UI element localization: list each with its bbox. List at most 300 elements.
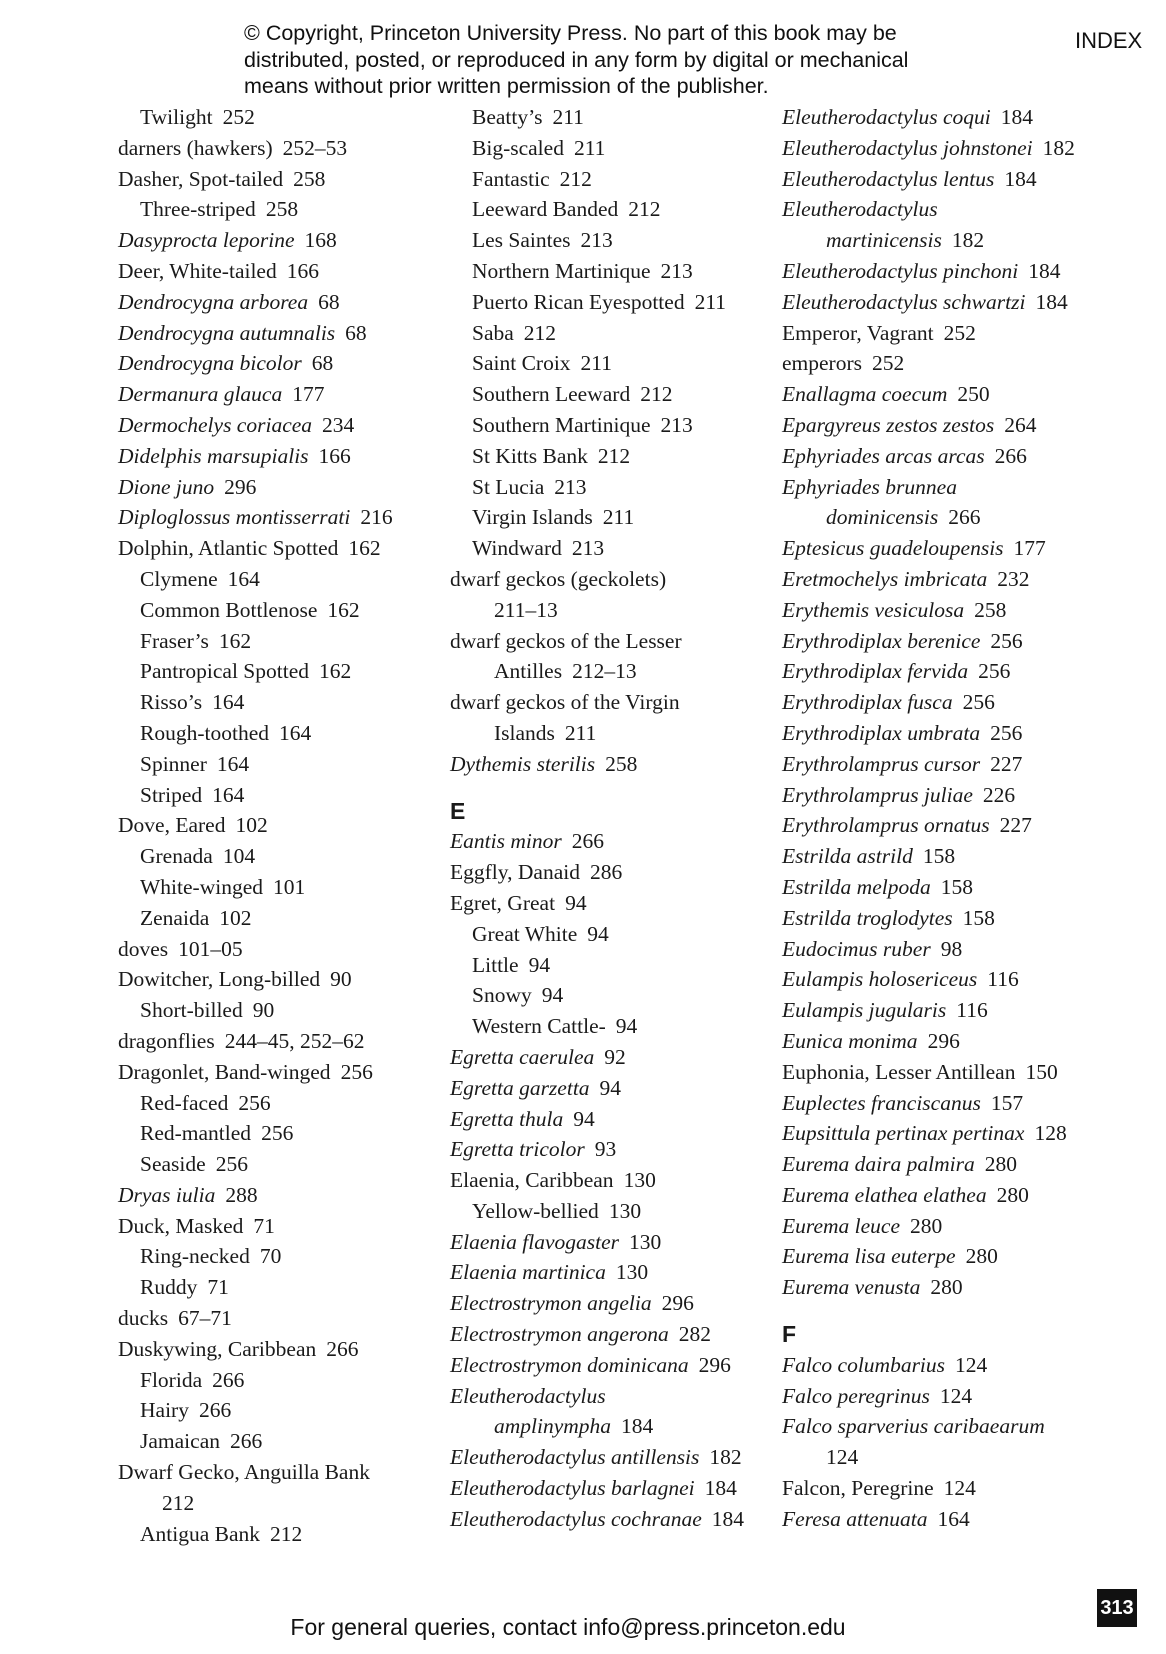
index-entry — [118, 225, 438, 256]
page-reference: 266 — [948, 505, 981, 530]
index-subentry — [118, 1395, 438, 1426]
index-entry — [450, 1134, 770, 1165]
index-term: Erythrodiplax berenice — [782, 628, 981, 653]
index-term: emperors — [782, 351, 862, 376]
index-entry — [450, 1319, 770, 1350]
index-subentry — [118, 1272, 438, 1303]
page-reference: 280 — [996, 1182, 1029, 1207]
index-entry — [782, 1026, 1142, 1057]
page-reference: 162 — [348, 536, 381, 561]
page-reference: 280 — [984, 1152, 1017, 1177]
index-term: Dowitcher, Long-billed — [118, 967, 321, 992]
index-entry — [782, 1211, 1142, 1242]
index-entry — [782, 964, 1142, 995]
index-term: Ring-necked — [140, 1244, 250, 1269]
page-reference: 266 — [230, 1429, 263, 1454]
index-term: Dythemis sterilis — [450, 751, 596, 776]
index-term: Big-scaled — [472, 135, 564, 160]
page-reference: 94 — [615, 1014, 638, 1039]
page-reference: 124 — [939, 1383, 973, 1408]
page-reference: 93 — [594, 1137, 617, 1162]
index-term: Dendrocygna bicolor — [118, 351, 302, 376]
page-reference: 212 — [640, 382, 673, 407]
index-entry — [118, 287, 438, 318]
page-reference: 184 — [1035, 289, 1068, 314]
index-entry — [450, 1350, 770, 1381]
index-entry — [450, 1073, 770, 1104]
index-entry — [450, 1257, 770, 1288]
index-term: Euphonia, Lesser Antillean — [782, 1059, 1016, 1084]
index-term: Northern Martinique — [472, 258, 651, 283]
index-entry — [450, 1288, 770, 1319]
index-entry — [782, 1088, 1142, 1119]
index-term: dwarf geckos of the Virgin — [450, 690, 680, 715]
index-term: White-winged — [140, 874, 263, 899]
index-subentry — [118, 595, 438, 626]
page-reference: 130 — [608, 1198, 642, 1223]
page-reference: 266 — [994, 443, 1027, 468]
index-subentry — [118, 841, 438, 872]
index-entry — [782, 1350, 1142, 1381]
page-reference: 158 — [922, 844, 956, 869]
index-subentry — [450, 379, 770, 410]
index-subentry — [118, 626, 438, 657]
page-reference: 164 — [279, 720, 312, 745]
index-column-1 — [118, 102, 438, 1549]
index-entry-continuation — [450, 718, 770, 749]
index-entry — [118, 348, 438, 379]
index-subentry — [450, 919, 770, 950]
index-term: Eptesicus guadeloupensis — [782, 536, 1004, 561]
index-term: Beatty’s — [472, 105, 543, 129]
index-column-3 — [782, 102, 1142, 1535]
index-term: Dione juno — [118, 474, 215, 499]
page-reference: 71 — [253, 1213, 275, 1238]
index-entry — [118, 164, 438, 195]
index-term: Eleutherodactylus coqui — [782, 105, 991, 129]
page-reference: 124 — [826, 1445, 859, 1470]
index-subentry — [118, 780, 438, 811]
page-reference: 211 — [552, 105, 584, 129]
index-term: Clymene — [140, 566, 218, 591]
index-term: Elaenia, Caribbean — [450, 1168, 614, 1193]
page-reference: 211–13 — [494, 597, 558, 622]
index-subentry — [118, 1365, 438, 1396]
page-reference: 168 — [304, 228, 337, 253]
index-entry — [782, 318, 1142, 349]
index-term: Eulampis holosericeus — [782, 967, 978, 992]
index-term: Hairy — [140, 1398, 189, 1423]
page-reference: 101–05 — [178, 936, 243, 961]
page-reference: 94 — [599, 1075, 622, 1100]
index-term: Short-billed — [140, 998, 243, 1023]
page-reference: 227 — [999, 813, 1032, 838]
page-reference: 252 — [943, 320, 976, 345]
page-reference: 296 — [698, 1352, 731, 1377]
index-subentry — [118, 1519, 438, 1550]
index-term: Ruddy — [140, 1275, 198, 1300]
index-subentry — [450, 472, 770, 503]
index-term: Estrilda troglodytes — [782, 905, 953, 930]
index-subentry — [450, 102, 770, 133]
index-term: Islands — [494, 720, 555, 745]
index-term: Fantastic — [472, 166, 550, 191]
index-entry-continuation — [450, 595, 770, 626]
index-term: Windward — [472, 536, 562, 561]
index-entry — [782, 841, 1142, 872]
page-reference: 213 — [554, 474, 587, 499]
index-term: Erythrodiplax umbrata — [782, 720, 981, 745]
page-reference: 94 — [573, 1106, 595, 1131]
index-term: Yellow-bellied — [472, 1198, 599, 1223]
index-term: Eleutherodactylus cochranae — [450, 1506, 702, 1531]
index-entry — [118, 256, 438, 287]
index-entry — [118, 934, 438, 965]
index-entry — [450, 1165, 770, 1196]
index-subentry — [450, 164, 770, 195]
page-reference: 256 — [215, 1152, 248, 1177]
index-entry-continuation — [450, 656, 770, 687]
index-entry — [118, 1211, 438, 1242]
page-reference: 296 — [224, 474, 257, 499]
index-term: Dermanura glauca — [118, 382, 283, 407]
page-reference: 182 — [1042, 135, 1075, 160]
index-term: Eleutherodactylus antillensis — [450, 1445, 700, 1470]
index-term: Red-faced — [140, 1090, 229, 1115]
index-subentry — [118, 656, 438, 687]
page-reference: 164 — [227, 566, 260, 591]
index-subentry — [450, 533, 770, 564]
letter-heading: E — [450, 797, 466, 824]
page-reference: 177 — [1013, 536, 1046, 561]
page-reference: 94 — [587, 921, 609, 946]
page-reference: 184 — [1028, 258, 1061, 283]
index-subentry — [450, 410, 770, 441]
page-reference: 184 — [1004, 166, 1037, 191]
page-reference: 130 — [629, 1229, 662, 1254]
index-entry — [782, 164, 1142, 195]
index-term: Egretta tricolor — [450, 1137, 585, 1162]
page-reference: 164 — [937, 1506, 970, 1531]
index-subentry — [118, 1149, 438, 1180]
page-reference: 116 — [956, 998, 988, 1023]
index-term: Erythrolamprus ornatus — [782, 813, 990, 838]
index-term: Eudocimus ruber — [782, 936, 931, 961]
index-entry — [450, 888, 770, 919]
index-subentry — [450, 133, 770, 164]
index-term: Eleutherodactylus johnstonei — [782, 135, 1033, 160]
index-entry — [782, 1241, 1142, 1272]
index-term: Florida — [140, 1367, 203, 1392]
index-term: Duskywing, Caribbean — [118, 1336, 317, 1361]
index-term: Eleutherodactylus pinchoni — [782, 258, 1019, 283]
index-entry — [118, 1457, 438, 1488]
page-reference: 296 — [927, 1028, 960, 1053]
page-reference: 213 — [660, 258, 693, 283]
index-entry-continuation — [782, 1442, 1142, 1473]
index-term: Diploglossus montisserrati — [118, 505, 351, 530]
index-entry — [782, 1473, 1142, 1504]
index-entry — [118, 133, 438, 164]
index-term: dwarf geckos of the Lesser — [450, 628, 682, 653]
index-term: Erythrodiplax fusca — [782, 690, 953, 715]
index-entry — [450, 1504, 770, 1535]
page-reference: 158 — [940, 874, 973, 899]
index-term: Eretmochelys imbricata — [782, 566, 988, 591]
index-term: Eupsittula pertinax pertinax — [782, 1121, 1025, 1146]
index-entry — [782, 1381, 1142, 1412]
page-reference: 232 — [997, 566, 1030, 591]
page-reference: 256 — [261, 1121, 294, 1146]
page-reference: 264 — [1004, 412, 1037, 437]
page-reference: 116 — [987, 967, 1019, 992]
page-reference: 266 — [198, 1398, 232, 1423]
page-reference: 256 — [978, 659, 1011, 684]
index-entry — [118, 502, 438, 533]
index-entry — [118, 1180, 438, 1211]
page-reference: 212 — [628, 197, 661, 222]
page-reference: 128 — [1034, 1121, 1067, 1146]
index-term: Electrostrymon angelia — [450, 1291, 652, 1316]
index-term: Southern Leeward — [472, 382, 631, 407]
index-term: Antilles — [494, 659, 563, 684]
index-term: dominicensis — [826, 505, 939, 530]
index-entry — [782, 133, 1142, 164]
index-subentry — [118, 718, 438, 749]
index-term: darners (hawkers) — [118, 135, 273, 160]
index-subentry — [450, 225, 770, 256]
page-reference: 211 — [573, 135, 606, 160]
page-reference: 67–71 — [178, 1306, 232, 1331]
index-term: Egretta garzetta — [450, 1075, 590, 1100]
page-reference: 166 — [286, 258, 319, 283]
index-entry — [450, 1104, 770, 1135]
index-term: Great White — [472, 921, 578, 946]
page-reference: 211 — [564, 720, 597, 745]
index-term: Puerto Rican Eyespotted — [472, 289, 685, 314]
index-term: Red-mantled — [140, 1121, 252, 1146]
index-entry — [782, 348, 1142, 379]
index-entry — [782, 441, 1142, 472]
page-reference: 258 — [265, 197, 299, 222]
index-entry — [118, 1057, 438, 1088]
index-term: Leeward Banded — [472, 197, 619, 222]
page-reference: 71 — [207, 1275, 229, 1300]
page-reference: 68 — [345, 320, 367, 345]
index-term: doves — [118, 936, 169, 961]
footer-contact: For general queries, contact info@press.princeton.edu — [290, 1614, 846, 1640]
index-term: Electrostrymon angerona — [450, 1322, 669, 1347]
index-entry — [450, 564, 770, 595]
page-reference: 256 — [238, 1090, 271, 1115]
page-reference: 90 — [330, 967, 352, 992]
index-term: Dermochelys coriacea — [118, 412, 313, 437]
page-reference: 150 — [1025, 1059, 1058, 1084]
page-reference: 258 — [605, 751, 638, 776]
page-reference: 164 — [212, 782, 245, 807]
index-term: Dwarf Gecko, Anguilla Bank — [118, 1460, 370, 1485]
index-term: ducks — [118, 1306, 169, 1331]
index-term: Erythemis vesiculosa — [782, 597, 965, 622]
index-entry — [782, 626, 1142, 657]
index-entry — [118, 810, 438, 841]
page-reference: 256 — [990, 720, 1023, 745]
page-reference: 94 — [541, 983, 564, 1008]
page-reference: 213 — [660, 412, 693, 437]
page-reference: 280 — [930, 1275, 963, 1300]
index-term: Grenada — [140, 844, 213, 869]
page-reference: 98 — [940, 936, 963, 961]
running-head: INDEX — [1075, 28, 1143, 53]
index-entry — [782, 410, 1142, 441]
index-term: Erythrolamprus cursor — [782, 751, 981, 776]
index-term: Saba — [472, 320, 514, 345]
index-entry — [782, 1180, 1142, 1211]
page-reference: 212 — [559, 166, 592, 191]
page-reference: 164 — [216, 751, 250, 776]
index-term: Ephyriades brunnea — [782, 474, 957, 499]
index-entry — [118, 1026, 438, 1057]
page-reference: 211 — [580, 351, 612, 376]
page-reference: 94 — [565, 890, 587, 915]
index-term: Dolphin, Atlantic Spotted — [118, 536, 339, 561]
index-entry — [782, 1411, 1142, 1442]
index-entry — [782, 472, 1142, 503]
index-entry — [118, 318, 438, 349]
index-term: Emperor, Vagrant — [782, 320, 934, 345]
index-term: St Lucia — [472, 474, 545, 499]
index-term: Fraser’s — [140, 628, 209, 653]
page-reference: 212 — [597, 443, 631, 468]
index-term: Estrilda melpoda — [782, 874, 931, 899]
index-entry — [118, 441, 438, 472]
index-entry — [450, 1473, 770, 1504]
page-reference: 158 — [962, 905, 995, 930]
index-term: dwarf geckos (geckolets) — [450, 566, 667, 591]
index-term: Southern Martinique — [472, 412, 651, 437]
index-subentry — [118, 1426, 438, 1457]
page-reference: 256 — [990, 628, 1023, 653]
page-number: 313 — [1097, 1589, 1137, 1627]
index-term: Seaside — [140, 1152, 206, 1177]
index-column-2 — [450, 102, 770, 1535]
index-term: Eleutherodactylus — [782, 197, 938, 222]
index-term: Spinner — [140, 751, 207, 776]
index-entry — [118, 1303, 438, 1334]
index-term: Egretta thula — [450, 1106, 564, 1131]
index-entry — [782, 533, 1142, 564]
index-term: Euplectes franciscanus — [782, 1090, 981, 1115]
index-subentry — [450, 441, 770, 472]
index-subentry — [118, 1118, 438, 1149]
page-reference: 213 — [571, 536, 605, 561]
index-entry — [118, 410, 438, 441]
page-reference: 102 — [219, 905, 252, 930]
index-subentry — [118, 1088, 438, 1119]
index-entry — [118, 1334, 438, 1365]
index-subentry — [118, 687, 438, 718]
index-term: Eggfly, Danaid — [450, 860, 580, 885]
page-reference: 252 — [222, 105, 255, 129]
page-reference: 164 — [212, 690, 245, 715]
page-reference: 184 — [704, 1476, 737, 1501]
page-reference: 252–53 — [282, 135, 348, 160]
index-entry — [450, 826, 770, 857]
page-reference: 213 — [580, 228, 613, 253]
page-reference: 162 — [218, 628, 252, 653]
page-reference: 68 — [311, 351, 334, 376]
index-subentry — [450, 287, 770, 318]
index-entry — [450, 687, 770, 718]
page-reference: 258 — [293, 166, 326, 191]
index-entry — [450, 1042, 770, 1073]
page-reference: 266 — [326, 1336, 359, 1361]
index-entry — [450, 1442, 770, 1473]
index-term: Eleutherodactylus — [450, 1383, 606, 1408]
index-term: Falcon, Peregrine — [782, 1476, 934, 1501]
page-reference: 266 — [571, 829, 604, 854]
page-reference: 130 — [623, 1168, 656, 1193]
index-entry — [782, 749, 1142, 780]
index-entry — [782, 287, 1142, 318]
index-term: Antigua Bank — [140, 1521, 261, 1546]
index-subentry — [118, 749, 438, 780]
index-subentry — [450, 950, 770, 981]
index-subentry — [450, 194, 770, 225]
page-reference: 130 — [615, 1260, 649, 1285]
index-term: Elaenia flavogaster — [450, 1229, 619, 1254]
page-reference: 104 — [222, 844, 256, 869]
index-entry — [782, 903, 1142, 934]
index-term: Zenaida — [140, 905, 210, 930]
index-term: Ephyriades arcas arcas — [782, 443, 985, 468]
index-entry — [782, 995, 1142, 1026]
index-term: amplinympha — [494, 1414, 612, 1439]
index-term: Risso’s — [140, 690, 203, 715]
index-term: Eleutherodactylus schwartzi — [782, 289, 1026, 314]
index-term: Egretta caerulea — [450, 1044, 595, 1069]
page-reference: 90 — [252, 998, 275, 1023]
index-entry — [782, 1149, 1142, 1180]
page-reference: 286 — [589, 860, 623, 885]
copyright-notice: © Copyright, Princeton University Press. No part of this book may be distributed, posted, or reproduced in any form by digital or mechanical means without prior written permission of the publisher. — [244, 21, 909, 98]
page-reference: 92 — [604, 1044, 626, 1069]
page-reference: 68 — [318, 289, 340, 314]
index-entry-continuation — [782, 502, 1142, 533]
index-entry — [782, 595, 1142, 626]
index-subentry — [118, 903, 438, 934]
index-term: Common Bottlenose — [140, 597, 318, 622]
index-entry — [782, 1118, 1142, 1149]
index-entry — [782, 102, 1142, 133]
page-reference: 296 — [661, 1291, 694, 1316]
index-term: Les Saintes — [472, 228, 571, 253]
index-term: Eurema leuce — [782, 1213, 900, 1238]
index-term: Feresa attenuata — [782, 1506, 928, 1531]
index-term: Rough-toothed — [140, 720, 269, 745]
index-term: Didelphis marsupialis — [118, 443, 309, 468]
index-subentry — [450, 1196, 770, 1227]
page-reference: 280 — [965, 1244, 998, 1269]
page-reference: 177 — [292, 382, 325, 407]
index-term: Striped — [140, 782, 203, 807]
page-reference: 280 — [910, 1213, 943, 1238]
index-term: Elaenia martinica — [450, 1260, 606, 1285]
page-reference: 256 — [962, 690, 995, 715]
index-entry — [118, 964, 438, 995]
index-entry — [782, 687, 1142, 718]
page-reference: 256 — [340, 1059, 373, 1084]
